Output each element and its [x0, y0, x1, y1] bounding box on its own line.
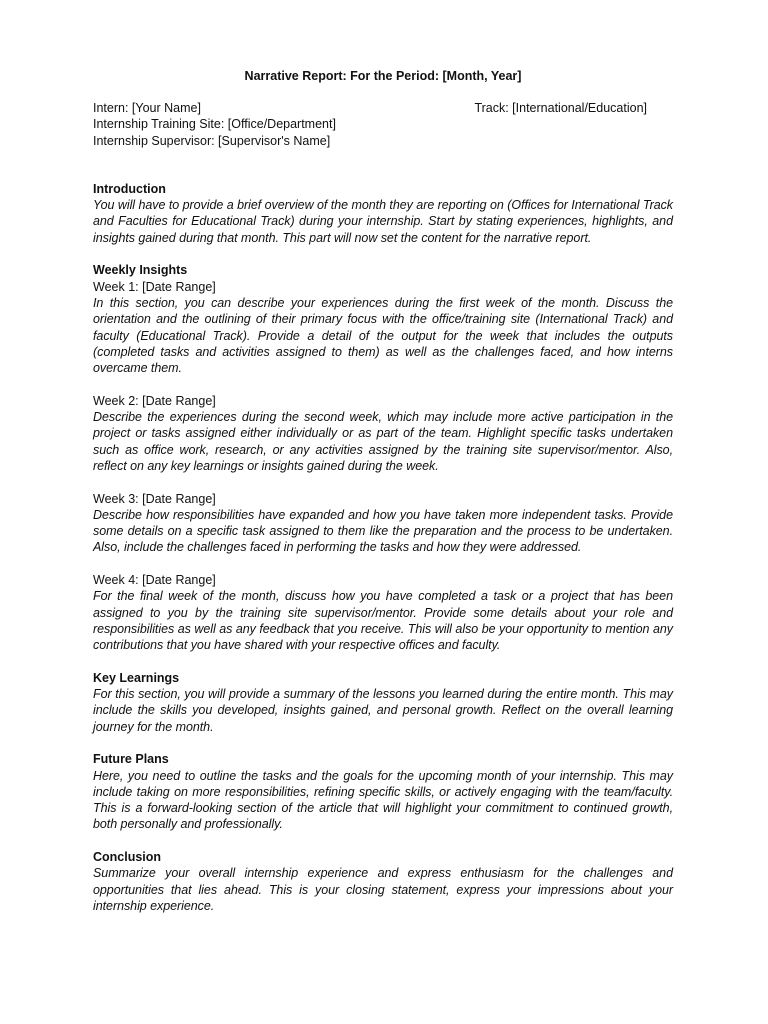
week-1-label: Week 1: [Date Range]	[93, 279, 216, 294]
supervisor-field: Internship Supervisor: [Supervisor's Name]	[93, 133, 331, 148]
key-learnings-text: For this section, you will provide a summary of the lessons you learned during the entire month. This may include the skills you developed, insights gained, and personal growth. Reflect on the overall learning journey for the month.	[93, 687, 673, 734]
document-title: Narrative Report: For the Period: [Month, Year]	[244, 69, 522, 83]
document-page	[93, 68, 673, 914]
introduction-text: You will have to provide a brief overview of the month they are reporting on (Offices for International Track and Faculties for Educational Track) during your internship. Start by stating experiences, highlights, and insights gained during that month. This part will now set the content for the narrative report.	[93, 198, 673, 245]
spacer	[93, 376, 673, 392]
introduction-section	[93, 181, 673, 246]
spacer	[93, 149, 673, 181]
key-learnings-heading: Key Learnings	[93, 670, 180, 685]
intern-field: Intern: [Your Name]	[93, 101, 201, 115]
future-plans-text: Here, you need to outline the tasks and the goals for the upcoming month of your internship. This may include taking on more responsibilities, refining specific skills, or actively engaging with the team/faculty. This is a forward-looking section of the article that will highlight your commitment to continued growth, both personally and professionally.	[93, 768, 673, 832]
introduction-heading: Introduction	[93, 181, 166, 196]
week-2-text: Describe the experiences during the second week, which may include more active participation in the project or tasks assigned either individually or as part of the team. Highlight specific tasks undertaken such as office work, research, or any activities assigned by the training site supervisor/mentor. Also, reflect on any key learnings or insights gained during the week.	[93, 410, 673, 473]
week-4-label: Week 4: [Date Range]	[93, 573, 216, 588]
week-2-label: Week 2: [Date Range]	[93, 393, 216, 408]
spacer	[93, 654, 673, 670]
future-plans-heading: Future Plans	[93, 752, 169, 767]
weekly-insights-heading: Weekly Insights	[93, 263, 188, 278]
meta-row-intern-track	[93, 100, 673, 116]
key-learnings-section	[93, 670, 673, 735]
spacer	[93, 735, 673, 751]
week-3-text: Describe how responsibilities have expanded and how you have taken more independent tasks. Provide some details on a specific task assigned to them like the preparation and the process to be undertaken. Also, include the challenges faced in performing the tasks and how they were addressed.	[93, 507, 673, 555]
week-3-label: Week 3: [Date Range]	[93, 491, 216, 506]
spacer	[93, 556, 673, 572]
week-4-block	[93, 572, 673, 653]
conclusion-heading: Conclusion	[93, 850, 162, 865]
week-3-block	[93, 491, 673, 556]
future-plans-section	[93, 751, 673, 832]
week-2-block	[93, 393, 673, 474]
conclusion-text: Summarize your overall internship experience and express enthusiasm for the challenges and opportunities that lies ahead. This is your closing statement, express your impressions about your internship experience.	[93, 866, 673, 913]
track-field: Track: [International/Education]	[474, 101, 647, 115]
conclusion-section	[93, 849, 673, 914]
training-site-field: Internship Training Site: [Office/Department]	[93, 117, 336, 132]
spacer	[93, 474, 673, 490]
spacer	[93, 246, 673, 262]
week-1-block	[93, 279, 673, 377]
weekly-insights-section	[93, 262, 673, 653]
week-4-text: For the final week of the month, discuss how you have completed a task or a project that has been assigned to you by the training site supervisor/mentor. Provide some details about your role and responsibilities as well as any feedback that you receive. This will also be your opportunity to mention any contributions that you have shared with your respective offices and faculty.	[93, 589, 673, 653]
spacer	[93, 833, 673, 849]
week-1-text: In this section, you can describe your experiences during the first week of the month. Discuss the orientation and the outlining of their primary focus with the office/training site (International Track) and faculty (Educational Track). Provide a detail of the output for the week that includes the outputs (completed tasks and activities assigned to them) as well as the challenges faced, and how interns overcame them.	[93, 295, 673, 376]
